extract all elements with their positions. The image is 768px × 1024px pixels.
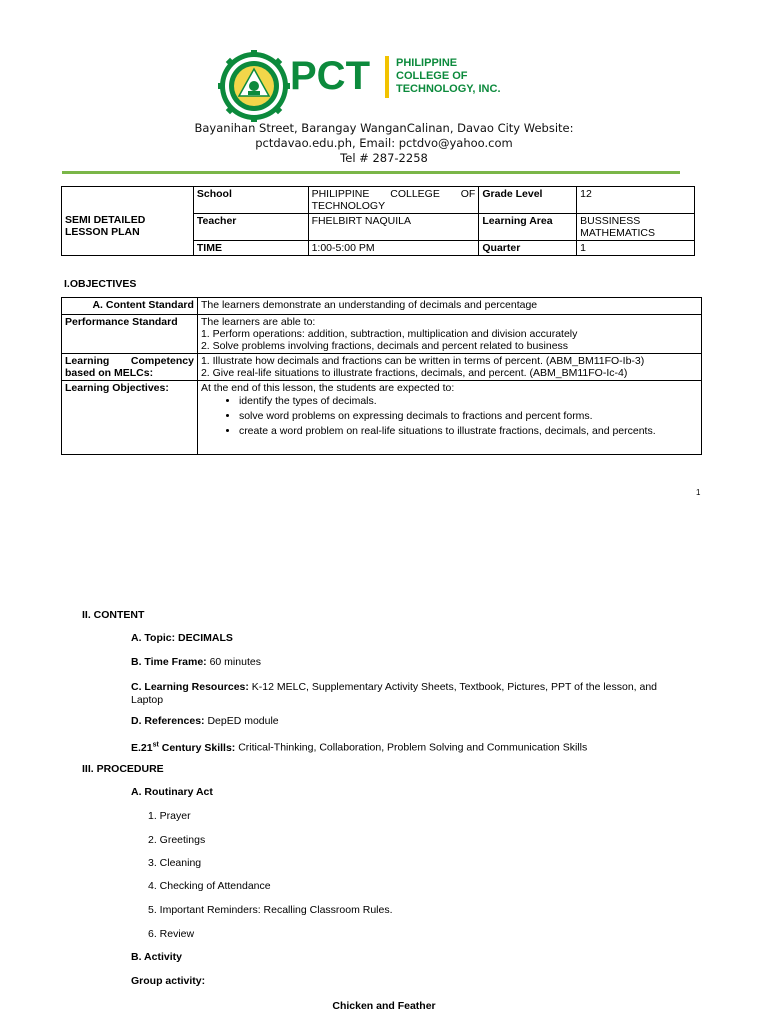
competency-label-line: based on MELCs: (65, 367, 154, 379)
time-label: TIME (193, 241, 308, 256)
learning-objectives-intro: At the end of this lesson, the students are expected to: (200, 382, 455, 394)
century-skills-value: Critical-Thinking, Collaboration, Problem Solving and Communication Skills (235, 741, 588, 754)
procedure-heading: III. PROCEDURE (82, 763, 164, 775)
learning-objectives-value (197, 381, 701, 455)
objectives-table (61, 297, 702, 455)
competency-line: 1. Illustrate how decimals and fractions can be written in terms of percent. (ABM_BM11FO-Ib-3) (200, 355, 645, 367)
activity-heading: B. Activity (131, 951, 182, 963)
competency-label-word: Competency (130, 355, 194, 367)
competency-label-word: Learning (65, 355, 110, 367)
learning-resources-line (131, 681, 702, 707)
activity-title: Chicken and Feather (332, 1000, 436, 1012)
references-value: DepED module (204, 715, 279, 727)
learning-objectives-label: Learning Objectives: (62, 381, 198, 455)
performance-standard-label: Performance Standard (62, 315, 198, 354)
list-item: 3. Cleaning (148, 857, 202, 869)
school-value-word: OF (460, 188, 476, 200)
time-frame-line (131, 656, 261, 669)
topic-line: A. Topic: DECIMALS (131, 632, 233, 644)
references-line (131, 715, 279, 728)
learning-resources-label: C. Learning Resources: (131, 681, 249, 693)
college-name-line: PHILIPPINE (396, 57, 458, 69)
plan-title-cell-bottom (62, 241, 194, 256)
college-name-line: COLLEGE OF (396, 70, 468, 82)
competency-label (62, 354, 198, 381)
teacher-value: FHELBIRT NAQUILA (308, 214, 479, 241)
list-item: 6. Review (148, 928, 195, 940)
school-value-word: PHILIPPINE (311, 188, 370, 200)
list-item: • solve word problems on expressing decimals to fractions and percent forms. (239, 409, 698, 424)
page-number: 1 (696, 488, 701, 497)
time-value: 1:00-5:00 PM (308, 241, 479, 256)
learning-resources-value-line2: Laptop (131, 694, 164, 706)
routinary-act-heading: A. Routinary Act (131, 786, 213, 798)
learning-area-label: Learning Area (479, 214, 577, 241)
college-name (396, 57, 501, 96)
references-label: D. References: (131, 715, 205, 727)
school-value-line: TECHNOLOGY (311, 200, 386, 212)
performance-line: The learners are able to: (200, 316, 316, 328)
content-standard-value: The learners demonstrate an understanding of decimals and percentage (197, 298, 701, 315)
college-seal-logo (218, 50, 290, 122)
performance-standard-value (197, 315, 701, 354)
list-item: • create a word problem on real-life situations to illustrate fractions, decimals, and percents. (239, 424, 698, 439)
group-activity-label: Group activity: (131, 975, 206, 987)
competency-line: 2. Give real-life situations to illustrate fractions, decimals, and percent. (ABM_BM11FO-Ic-4) (200, 367, 628, 379)
plan-title-cell (62, 187, 194, 241)
grade-level-value: 12 (577, 187, 695, 214)
address-line: Bayanihan Street, Barangay WanganCalinan, Davao City Website: (194, 121, 574, 135)
performance-line: 1. Perform operations: addition, subtraction, multiplication and division accurately (200, 328, 578, 340)
time-frame-label: B. Time Frame: (131, 656, 207, 668)
learning-area-value: BUSSINESS MATHEMATICS (577, 214, 695, 241)
logo-divider-bar (385, 56, 389, 98)
content-standard-label: A. Content Standard (62, 298, 198, 315)
contact-line: pctdavao.edu.ph, Email: pctdvo@yahoo.com (255, 136, 513, 150)
lesson-info-table (61, 186, 695, 256)
phone-line: Tel # 287-2258 (340, 151, 428, 165)
list-item: 4. Checking of Attendance (148, 880, 271, 892)
century-skills-label: E.21st Century Skills: (131, 741, 236, 754)
header-divider (62, 171, 680, 174)
list-item: 5. Important Reminders: Recalling Classroom Rules. (148, 904, 393, 916)
plan-title: SEMI DETAILED LESSON PLAN (65, 213, 146, 238)
list-item: 2. Greetings (148, 834, 206, 846)
pct-logo-text: PCT (290, 54, 370, 98)
school-address (120, 121, 648, 166)
learning-objectives-list (201, 394, 698, 439)
school-label: School (193, 187, 308, 214)
list-item: • identify the types of decimals. (239, 394, 698, 409)
learning-resources-value: K-12 MELC, Supplementary Activity Sheets, Textbook, Pictures, PPT of the lesson, and (248, 681, 658, 693)
objectives-heading: I.OBJECTIVES (64, 278, 137, 290)
content-heading: II. CONTENT (82, 609, 145, 621)
competency-value (197, 354, 701, 381)
century-skills-line (131, 738, 587, 755)
performance-line: 2. Solve problems involving fractions, decimals and percent related to business (200, 340, 569, 352)
school-value-word: COLLEGE (390, 188, 440, 200)
time-frame-value: 60 minutes (206, 656, 261, 668)
list-item: 1. Prayer (148, 810, 191, 822)
teacher-label: Teacher (193, 214, 308, 241)
quarter-value: 1 (577, 241, 695, 256)
college-name-line: TECHNOLOGY, INC. (396, 83, 501, 95)
school-value (308, 187, 479, 214)
grade-level-label: Grade Level (479, 187, 577, 214)
quarter-label: Quarter (479, 241, 577, 256)
